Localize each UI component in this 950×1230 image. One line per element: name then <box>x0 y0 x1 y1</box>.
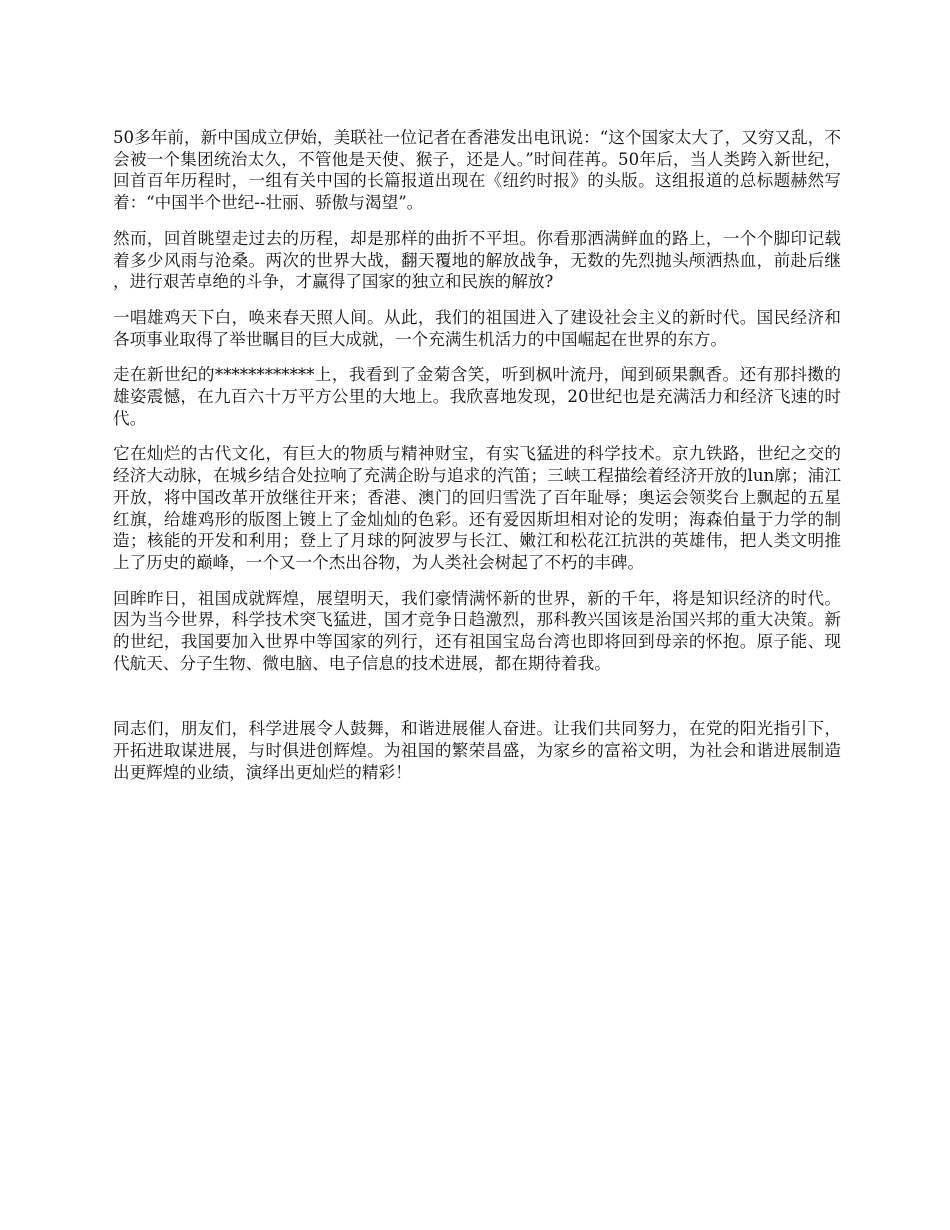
paragraph-5: 它在灿烂的古代文化，有巨大的物质与精神财宝，有实飞猛进的科学技术。京九铁路，世纪之交的经济大动脉，在城乡结合处拉响了充满企盼与追求的汽笛；三峡工程描绘着经济开放的lun廓；浦江开放，将中国改革开放继往开来；香港、澳门的回归雪洗了百年耻辱；奥运会领奖台上飘起的五星红旗，给雄鸡形的版图上镀上了金灿灿的色彩。还有爱因斯坦相对论的发明；海森伯量于力学的制造；核能的开发和利用；登上了月球的阿波罗与长江、嫩江和松花江抗洪的英雄伟，把人类文明推上了历史的巅峰，一个又一个杰出谷物，为人类社会树起了不朽的丰碑。 <box>113 444 841 572</box>
paragraph-7: 同志们，朋友们，科学进展令人鼓舞，和谐进展催人奋进。让我们共同努力，在党的阳光指引下，开拓进取谋进展，与时俱进创辉煌。为祖国的繁荣昌盛，为家乡的富裕文明，为社会和谐进展制造出更辉煌的业绩，演绎出更灿烂的精彩！ <box>113 719 841 782</box>
paragraph-1: 50多年前，新中国成立伊始，美联社一位记者在香港发出电讯说：“这个国家太大了，又穷又乱，不会被一个集团统治太久，不管他是天使、猴子，还是人。”时间荏苒。50年后，当人类跨入新世纪，回首百年历程时，一组有关中国的长篇报道出现在《纽约时报》的头版。这组报道的总标题赫然写着：“中国半个世纪--壮丽、骄傲与渴望”。 <box>113 128 841 213</box>
document-body <box>113 127 841 798</box>
paragraph-6: 回眸昨日，祖国成就辉煌，展望明天，我们豪情满怀新的世界，新的千年，将是知识经济的时代。因为当今世界，科学技术突飞猛进，国才竞争日趋激烈，那科教兴国该是治国兴邦的重大决策。新的世纪，我国要加入世界中等国家的列行，还有祖国宝岛台湾也即将回到母亲的怀抱。原子能、现代航天、分子生物、微电脑、电子信息的技术进展，都在期待着我。 <box>113 588 841 673</box>
paragraph-3: 一唱雄鸡天下白，唤来春天照人间。从此，我们的祖国进入了建设社会主义的新时代。国民经济和各项事业取得了举世瞩目的巨大成就，一个充满生机活力的中国崛起在世界的东方。 <box>113 307 841 349</box>
paragraph-4: 走在新世纪的************上，我看到了金菊含笑，听到枫叶流丹，闻到硕果飘香。还有那抖擞的雄姿震憾，在九百六十万平方公里的大地上。我欣喜地发现，20世纪也是充满活力和经济飞速的时代。 <box>113 365 841 428</box>
paragraph-2: 然而，回首眺望走过去的历程，却是那样的曲折不平坦。你看那洒满鲜血的路上，一个个脚印记载着多少风雨与沧桑。两次的世界大战，翻天覆地的解放战争，无数的先烈抛头颅洒热血，前赴后继，进行艰苦卓绝的斗争，才赢得了国家的独立和民族的解放? <box>113 228 841 292</box>
